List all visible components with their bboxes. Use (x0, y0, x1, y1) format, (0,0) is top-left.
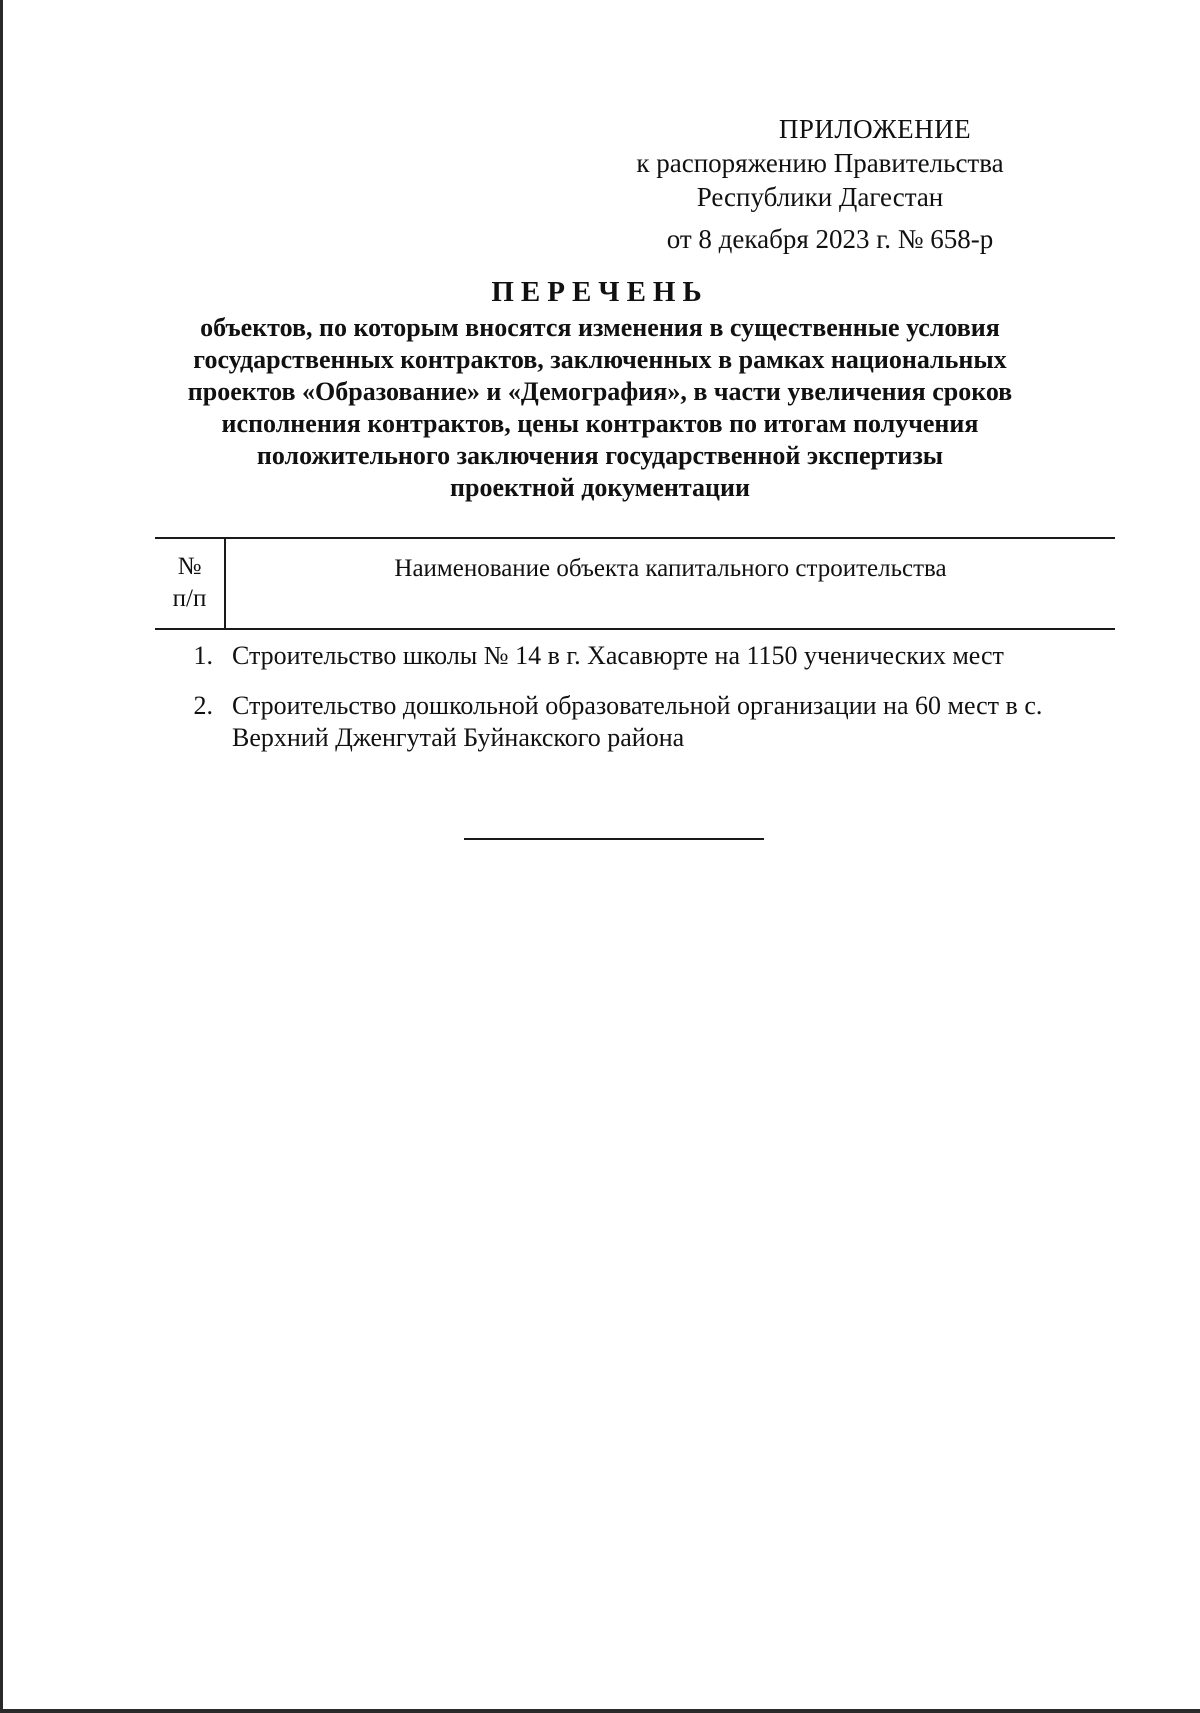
subtitle-line: положительного заключения государственной экспертизы (256, 441, 944, 470)
row-number: 1. (193, 641, 213, 670)
header-number-abbr: п/п (172, 585, 207, 612)
objects-table-body (155, 640, 1115, 772)
subtitle-line: проектной документации (450, 473, 750, 502)
table-row (155, 640, 1115, 672)
reference-date: от 8 декабря 2023 г. № 658-р (666, 224, 994, 254)
table-row (155, 690, 1115, 754)
table-header-rule (155, 628, 1115, 630)
row-object-name: Строительство дошкольной образовательной организации на 60 мест в с. Верхний Дженгутай Буйнакского района (232, 691, 1043, 752)
table-top-rule (155, 537, 1115, 539)
row-number: 2. (193, 691, 213, 720)
reference-line-1: к распоряжению Правительства (636, 148, 1004, 178)
scan-edge-left (0, 0, 3, 1713)
approval-block (560, 112, 1080, 256)
header-number-cell (155, 551, 224, 615)
document-subtitle (100, 312, 1100, 504)
row-object-name: Строительство школы № 14 в г. Хасавюрте на 1150 ученических мест (232, 641, 1004, 670)
header-number-symbol: № (177, 553, 202, 580)
reference-line-2: Республики Дагестан (696, 182, 944, 212)
subtitle-line: проектов «Образование» и «Демография», в части увеличения сроков (187, 377, 1013, 406)
header-name-cell: Наименование объекта капитального строительства (394, 555, 947, 582)
scan-edge-bottom (0, 1709, 1200, 1713)
subtitle-line: государственных контрактов, заключенных в рамках национальных (193, 345, 1007, 374)
document-title: ПЕРЕЧЕНЬ (491, 276, 709, 308)
end-of-list-rule (464, 838, 764, 840)
subtitle-line: объектов, по которым вносятся изменения в существенные условия (200, 313, 1000, 342)
subtitle-line: исполнения контрактов, цены контрактов по итогам получения (221, 409, 979, 438)
appendix-label: ПРИЛОЖЕНИЕ (778, 114, 972, 144)
